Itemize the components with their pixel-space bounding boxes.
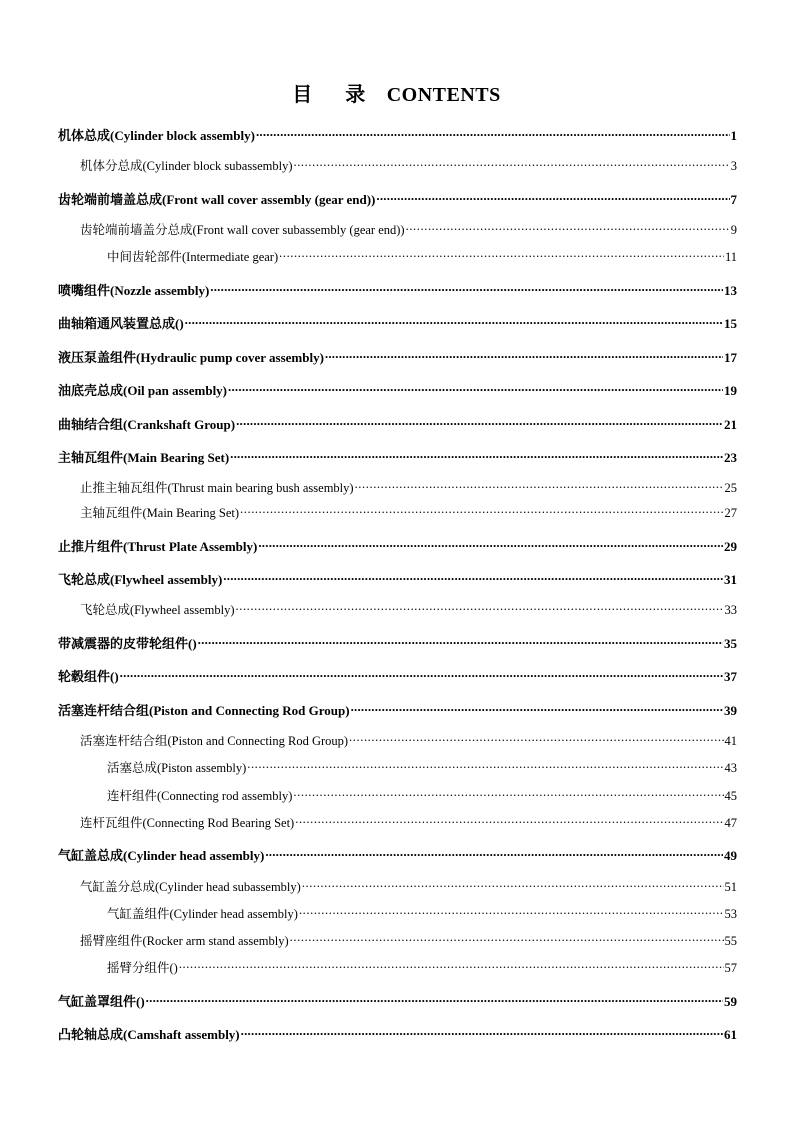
toc-entry-title: 曲轴箱通风装置总成() bbox=[58, 316, 184, 331]
toc-entry[interactable] bbox=[58, 758, 737, 776]
dot-leader bbox=[355, 478, 724, 492]
toc-entry[interactable] bbox=[58, 126, 737, 144]
toc-entry-page-number: 45 bbox=[724, 789, 737, 803]
dot-leader bbox=[376, 190, 729, 204]
toc-entry-title: 轮毂组件() bbox=[58, 669, 119, 684]
toc-entry-page-number: 25 bbox=[724, 481, 737, 495]
dot-leader bbox=[179, 958, 724, 972]
dot-leader bbox=[146, 992, 723, 1006]
toc-entry-page-number: 19 bbox=[724, 383, 737, 398]
toc-entry-page-number: 41 bbox=[724, 734, 737, 748]
toc-entry[interactable] bbox=[58, 448, 737, 466]
toc-entry-title: 中间齿轮部件(Intermediate gear) bbox=[107, 250, 279, 264]
toc-entry-title: 止推主轴瓦组件(Thrust main bearing bush assembly) bbox=[80, 481, 354, 495]
dot-leader bbox=[247, 758, 723, 772]
dot-leader bbox=[279, 247, 724, 261]
toc-entry-title: 油底壳总成(Oil pan assembly) bbox=[58, 383, 228, 398]
toc-entry-page-number: 9 bbox=[730, 223, 737, 237]
toc-entry[interactable] bbox=[58, 537, 737, 555]
toc-entry[interactable] bbox=[58, 846, 737, 864]
toc-entry-page-number: 33 bbox=[724, 603, 737, 617]
toc-entry-page-number: 61 bbox=[724, 1027, 737, 1042]
title-english: CONTENTS bbox=[386, 84, 501, 106]
toc-entry[interactable] bbox=[58, 667, 737, 685]
toc-entry-title: 止推片组件(Thrust Plate Assembly) bbox=[58, 539, 258, 554]
dot-leader bbox=[293, 156, 729, 170]
toc-entry[interactable] bbox=[58, 570, 737, 588]
toc-entry-title: 齿轮端前墙盖分总成(Front wall cover subassembly (gear end)) bbox=[80, 223, 405, 237]
toc-entry[interactable] bbox=[58, 992, 737, 1010]
toc-entry-title: 液压泵盖组件(Hydraulic pump cover assembly) bbox=[58, 350, 324, 365]
toc-entry-page-number: 57 bbox=[724, 961, 737, 975]
dot-leader bbox=[258, 537, 723, 551]
dot-leader bbox=[228, 381, 723, 395]
dot-leader bbox=[210, 281, 723, 295]
toc-entry[interactable] bbox=[58, 247, 737, 265]
dot-leader bbox=[223, 570, 723, 584]
toc-entry[interactable] bbox=[58, 190, 737, 208]
toc-entry-title: 活塞连杆结合组(Piston and Connecting Rod Group) bbox=[58, 703, 350, 718]
dot-leader bbox=[120, 667, 723, 681]
toc-entry-page-number: 27 bbox=[724, 506, 737, 520]
toc-entry-page-number: 7 bbox=[730, 192, 737, 207]
dot-leader bbox=[293, 786, 723, 800]
toc-entry[interactable] bbox=[58, 348, 737, 366]
toc-entry-page-number: 31 bbox=[724, 572, 737, 587]
dot-leader bbox=[349, 731, 723, 745]
toc-entry[interactable] bbox=[58, 701, 737, 719]
dot-leader bbox=[290, 931, 724, 945]
dot-leader bbox=[325, 348, 723, 362]
toc-entry[interactable] bbox=[58, 220, 737, 238]
dot-leader bbox=[302, 877, 724, 891]
dot-leader bbox=[299, 904, 724, 918]
dot-leader bbox=[236, 415, 723, 429]
toc-entry-title: 带减震器的皮带轮组件() bbox=[58, 636, 197, 651]
toc-entry[interactable] bbox=[58, 958, 737, 976]
toc-entry-page-number: 49 bbox=[724, 848, 737, 863]
toc-entry[interactable] bbox=[58, 931, 737, 949]
toc-entry-title: 主轴瓦组件(Main Bearing Set) bbox=[80, 506, 240, 520]
toc-entry-page-number: 15 bbox=[724, 316, 737, 331]
toc-entry[interactable] bbox=[58, 381, 737, 399]
dot-leader bbox=[240, 503, 723, 517]
dot-leader bbox=[265, 846, 723, 860]
toc-entry-page-number: 47 bbox=[724, 816, 737, 830]
toc-entry-title: 气缸盖分总成(Cylinder head subassembly) bbox=[80, 880, 301, 894]
toc-entry-title: 凸轮轴总成(Camshaft assembly) bbox=[58, 1027, 240, 1042]
dot-leader bbox=[198, 634, 723, 648]
toc-entry-title: 活塞总成(Piston assembly) bbox=[107, 761, 247, 775]
toc-entry-title: 机体分总成(Cylinder block subassembly) bbox=[80, 159, 293, 173]
dot-leader bbox=[241, 1025, 723, 1039]
toc-entry[interactable] bbox=[58, 415, 737, 433]
toc-entry-title: 主轴瓦组件(Main Bearing Set) bbox=[58, 450, 230, 465]
dot-leader bbox=[236, 600, 724, 614]
toc-entry[interactable] bbox=[58, 156, 737, 174]
toc-entry-page-number: 23 bbox=[724, 450, 737, 465]
toc-entry[interactable] bbox=[58, 813, 737, 831]
toc-entry[interactable] bbox=[58, 731, 737, 749]
toc-entry-page-number: 29 bbox=[724, 539, 737, 554]
toc-entry-page-number: 1 bbox=[730, 128, 737, 143]
toc-entry-page-number: 55 bbox=[724, 934, 737, 948]
dot-leader bbox=[230, 448, 723, 462]
toc-entry-title: 飞轮总成(Flywheel assembly) bbox=[58, 572, 223, 587]
dot-leader bbox=[256, 126, 730, 140]
toc-entry-title: 飞轮总成(Flywheel assembly) bbox=[80, 603, 235, 617]
toc-entry-title: 气缸盖总成(Cylinder head assembly) bbox=[58, 848, 265, 863]
toc-entry-title: 齿轮端前墙盖总成(Front wall cover assembly (gear end)) bbox=[58, 192, 376, 207]
toc-entry-page-number: 13 bbox=[724, 283, 737, 298]
toc-entry-page-number: 39 bbox=[724, 703, 737, 718]
toc-entry-title: 活塞连杆结合组(Piston and Connecting Rod Group) bbox=[80, 734, 349, 748]
dot-leader bbox=[185, 314, 723, 328]
toc-entry-page-number: 43 bbox=[724, 761, 737, 775]
toc-entry-title: 摇臂座组件(Rocker arm stand assembly) bbox=[80, 934, 289, 948]
dot-leader bbox=[406, 220, 730, 234]
toc-entry-page-number: 59 bbox=[724, 994, 737, 1009]
toc-entry[interactable] bbox=[58, 281, 737, 299]
dot-leader bbox=[351, 701, 723, 715]
toc-entry-title: 连杆瓦组件(Connecting Rod Bearing Set) bbox=[80, 816, 295, 830]
toc-entry-page-number: 53 bbox=[724, 907, 737, 921]
toc-entry[interactable] bbox=[58, 478, 737, 496]
toc-entry[interactable] bbox=[58, 904, 737, 922]
toc-entry[interactable] bbox=[58, 503, 737, 521]
toc-entry[interactable] bbox=[58, 600, 737, 618]
toc-entry[interactable] bbox=[58, 786, 737, 804]
toc-entry-title: 连杆组件(Connecting rod assembly) bbox=[107, 789, 293, 803]
toc-entry-page-number: 3 bbox=[730, 159, 737, 173]
toc-entry-page-number: 51 bbox=[724, 880, 737, 894]
toc-entry-page-number: 11 bbox=[724, 250, 737, 264]
toc-entry-page-number: 21 bbox=[724, 417, 737, 432]
toc-entry-page-number: 17 bbox=[724, 350, 737, 365]
toc-entry-title: 曲轴结合组(Crankshaft Group) bbox=[58, 417, 236, 432]
toc-entry[interactable] bbox=[58, 877, 737, 895]
toc-entry-title: 喷嘴组件(Nozzle assembly) bbox=[58, 283, 210, 298]
toc-entry[interactable] bbox=[58, 634, 737, 652]
toc-entry-title: 摇臂分组件() bbox=[107, 961, 178, 975]
toc-entry[interactable] bbox=[58, 314, 737, 332]
toc-entry[interactable] bbox=[58, 1025, 737, 1043]
toc-entry-title: 气缸盖罩组件() bbox=[58, 994, 145, 1009]
dot-leader bbox=[295, 813, 723, 827]
toc-entry-page-number: 35 bbox=[724, 636, 737, 651]
toc-entry-title: 机体总成(Cylinder block assembly) bbox=[58, 128, 255, 143]
toc-entry-title: 气缸盖组件(Cylinder head assembly) bbox=[107, 907, 298, 921]
title-chinese: 目 录 bbox=[292, 84, 380, 106]
toc-entry-page-number: 37 bbox=[724, 669, 737, 684]
